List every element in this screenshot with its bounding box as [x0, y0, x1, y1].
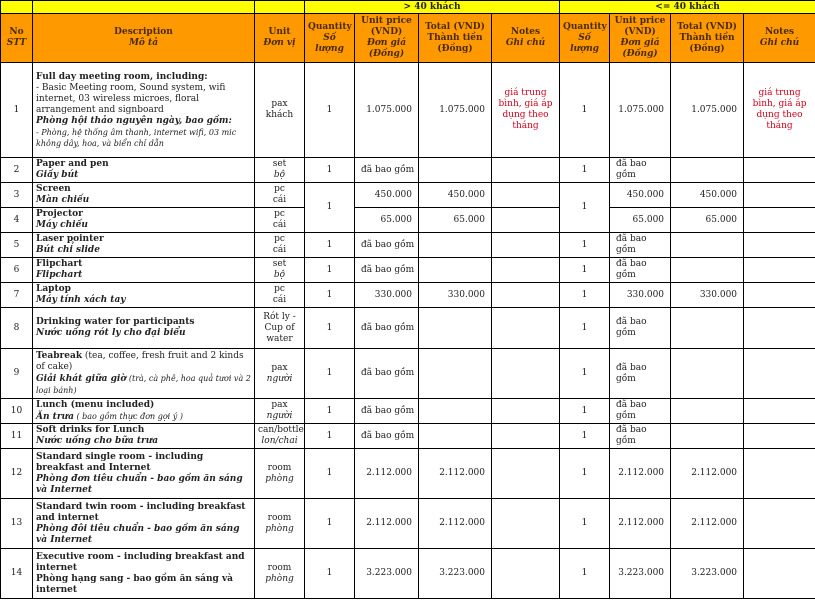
row-no: 13: [1, 499, 33, 549]
row-price-over40: 65.000: [355, 208, 419, 233]
row-no: 2: [1, 158, 33, 183]
row-price-over40: đã bao gồm: [355, 349, 419, 399]
row-price-under40: đã bao gồm: [610, 308, 671, 349]
row-unit: Rót ly - Cup of water: [255, 308, 305, 349]
header-notes: Notes Ghi chú: [744, 14, 815, 63]
row-no: 1: [1, 63, 33, 158]
row-qty-under40: 1: [560, 308, 610, 349]
row-price-over40: 2.112.000: [355, 449, 419, 499]
group-over-40: > 40 khách: [305, 1, 560, 14]
row-unit: pc cái: [255, 183, 305, 208]
row-qty-over40: 1: [305, 399, 355, 424]
row-note-over40: [492, 308, 560, 349]
row-total-over40: 330.000: [419, 283, 492, 308]
row-note-over40: [492, 183, 560, 208]
row-price-over40: đã bao gồm: [355, 308, 419, 349]
row-unit: can/bottle lon/chai: [255, 424, 305, 449]
row-price-over40: 330.000: [355, 283, 419, 308]
row-total-under40: [671, 258, 744, 283]
header-unit: Unit Đơn vị: [255, 14, 305, 63]
row-note-under40: [744, 233, 815, 258]
row-note-over40: [492, 349, 560, 399]
row-description: Standard twin room - including breakfast and internet Phòng đôi tiêu chuẩn - bao gồm ăn sáng và Internet: [33, 499, 255, 549]
row-qty-over40: 1: [305, 549, 355, 599]
table-row: [1, 308, 815, 349]
row-note-over40: [492, 424, 560, 449]
row-note-over40: [492, 258, 560, 283]
header-quantity: Quantity Số lượng: [305, 14, 355, 63]
row-unit: room phòng: [255, 549, 305, 599]
table-row: [1, 283, 815, 308]
row-total-over40: [419, 349, 492, 399]
row-note-over40: [492, 158, 560, 183]
table-row: [1, 449, 815, 499]
row-price-over40: đã bao gồm: [355, 424, 419, 449]
header-quantity: Quantity Số lượng: [560, 14, 610, 63]
row-qty-over40: 1: [305, 308, 355, 349]
row-price-under40: 330.000: [610, 283, 671, 308]
row-price-over40: 2.112.000: [355, 499, 419, 549]
row-qty-under40: 1: [560, 283, 610, 308]
row-note-under40: [744, 549, 815, 599]
row-qty-under40: 1: [560, 424, 610, 449]
header-unit-price: Unit price (VND) Đơn giá (Đồng): [610, 14, 671, 63]
row-description: Screen Màn chiếu: [33, 183, 255, 208]
row-price-over40: đã bao gồm: [355, 158, 419, 183]
row-total-over40: [419, 308, 492, 349]
row-qty-over40: 1: [305, 283, 355, 308]
row-price-over40: 1.075.000: [355, 63, 419, 158]
row-unit: pax khách: [255, 63, 305, 158]
row-price-under40: 1.075.000: [610, 63, 671, 158]
row-unit: set bộ: [255, 158, 305, 183]
header-no: No STT: [1, 14, 33, 63]
row-total-under40: [671, 308, 744, 349]
row-note-over40: [492, 283, 560, 308]
table-row: [1, 63, 815, 158]
row-qty-over40: 1: [305, 449, 355, 499]
table-row: [1, 233, 815, 258]
row-total-over40: [419, 424, 492, 449]
row-total-over40: 2.112.000: [419, 499, 492, 549]
table-row: [1, 183, 815, 208]
row-total-over40: [419, 158, 492, 183]
row-qty-under40: 1: [560, 349, 610, 399]
row-note-under40: [744, 208, 815, 233]
row-qty-over40: 1: [305, 158, 355, 183]
row-qty-over40: 1: [305, 424, 355, 449]
row-qty-under40: 1: [560, 399, 610, 424]
table-row: [1, 399, 815, 424]
header-notes: Notes Ghi chú: [492, 14, 560, 63]
row-note-over40: [492, 549, 560, 599]
row-total-under40: [671, 399, 744, 424]
row-qty-over40: 1: [305, 499, 355, 549]
row-note-under40: giá trung bình, giá áp dụng theo tháng: [744, 63, 815, 158]
row-no: 14: [1, 549, 33, 599]
row-note-under40: [744, 349, 815, 399]
row-unit: set bộ: [255, 258, 305, 283]
row-note-under40: [744, 183, 815, 208]
group-header-blank: [33, 1, 255, 14]
row-no: 10: [1, 399, 33, 424]
table-row: [1, 499, 815, 549]
row-qty-over40: 1: [305, 63, 355, 158]
row-unit: room phòng: [255, 449, 305, 499]
row-note-under40: [744, 399, 815, 424]
row-total-under40: [671, 233, 744, 258]
row-note-under40: [744, 449, 815, 499]
row-price-over40: đã bao gồm: [355, 399, 419, 424]
group-header-blank: [1, 1, 33, 14]
table-row: [1, 208, 815, 233]
row-description: Full day meeting room, including: - Basic Meeting room, Sound system, wifi internet, 03 wireless microes, floral arrangement and signboard Phòng hội thảo nguyên ngày, bao gồm: - Phòng, hệ thống âm thanh, internet wifi, 03 mic không dây, hoa, và biển chỉ dẫn: [33, 63, 255, 158]
row-no: 4: [1, 208, 33, 233]
row-price-over40: 3.223.000: [355, 549, 419, 599]
row-total-over40: [419, 399, 492, 424]
row-total-under40: [671, 158, 744, 183]
row-note-over40: [492, 208, 560, 233]
row-total-under40: 330.000: [671, 283, 744, 308]
row-total-over40: 2.112.000: [419, 449, 492, 499]
row-qty-over40: 1: [305, 183, 355, 233]
row-note-under40: [744, 499, 815, 549]
table-row: [1, 158, 815, 183]
row-description: Lunch (menu included) Ăn trưa ( bao gồm thực đơn gợi ý ): [33, 399, 255, 424]
row-no: 5: [1, 233, 33, 258]
row-qty-under40: 1: [560, 63, 610, 158]
table-row: [1, 258, 815, 283]
row-description: Drinking water for participants Nước uống rót ly cho đại biểu: [33, 308, 255, 349]
row-total-over40: 450.000: [419, 183, 492, 208]
row-price-under40: 3.223.000: [610, 549, 671, 599]
header-description: Description Mô tả: [33, 14, 255, 63]
row-note-under40: [744, 283, 815, 308]
header-total: Total (VND) Thành tiền (Đồng): [671, 14, 744, 63]
row-note-over40: [492, 499, 560, 549]
row-description: Paper and pen Giấy bút: [33, 158, 255, 183]
row-total-under40: 65.000: [671, 208, 744, 233]
row-price-under40: đã bao gồm: [610, 424, 671, 449]
row-description: Soft drinks for Lunch Nước uống cho bữa trưa: [33, 424, 255, 449]
row-qty-under40: 1: [560, 258, 610, 283]
row-qty-over40: 1: [305, 258, 355, 283]
row-description: Laser pointer Bút chỉ slide: [33, 233, 255, 258]
row-price-under40: đã bao gồm: [610, 399, 671, 424]
row-qty-under40: 1: [560, 233, 610, 258]
row-unit: pax người: [255, 349, 305, 399]
header-total: Total (VND) Thành tiền (Đồng): [419, 14, 492, 63]
row-note-over40: [492, 449, 560, 499]
row-total-over40: [419, 233, 492, 258]
row-note-over40: [492, 233, 560, 258]
row-unit: pax người: [255, 399, 305, 424]
row-total-under40: 1.075.000: [671, 63, 744, 158]
row-no: 3: [1, 183, 33, 208]
row-description: Standard single room - including breakfast and Internet Phòng đơn tiêu chuẩn - bao gồm ăn sáng và Internet: [33, 449, 255, 499]
row-total-over40: 1.075.000: [419, 63, 492, 158]
row-price-under40: 2.112.000: [610, 449, 671, 499]
row-price-under40: 65.000: [610, 208, 671, 233]
row-note-under40: [744, 158, 815, 183]
row-price-under40: 450.000: [610, 183, 671, 208]
row-note-under40: [744, 308, 815, 349]
row-unit: pc cái: [255, 283, 305, 308]
row-description: Executive room - including breakfast and internet Phòng hạng sang - bao gồm ăn sáng và internet: [33, 549, 255, 599]
row-total-over40: [419, 258, 492, 283]
row-note-over40: giá trung bình, giá áp dụng theo tháng: [492, 63, 560, 158]
row-no: 6: [1, 258, 33, 283]
table-row: [1, 424, 815, 449]
row-qty-over40: 1: [305, 349, 355, 399]
table-row: [1, 549, 815, 599]
row-total-under40: 2.112.000: [671, 449, 744, 499]
row-qty-under40: 1: [560, 183, 610, 233]
table-row: [1, 349, 815, 399]
row-no: 11: [1, 424, 33, 449]
row-qty-under40: 1: [560, 449, 610, 499]
row-no: 9: [1, 349, 33, 399]
row-total-over40: 65.000: [419, 208, 492, 233]
row-note-under40: [744, 424, 815, 449]
row-unit: room phòng: [255, 499, 305, 549]
row-price-under40: đã bao gồm: [610, 233, 671, 258]
column-header-row: [1, 14, 815, 63]
row-price-under40: đã bao gồm: [610, 258, 671, 283]
header-unit-price: Unit price (VND) Đơn giá (Đồng): [355, 14, 419, 63]
row-price-over40: 450.000: [355, 183, 419, 208]
row-total-over40: 3.223.000: [419, 549, 492, 599]
row-total-under40: 2.112.000: [671, 499, 744, 549]
row-qty-over40: 1: [305, 233, 355, 258]
row-price-under40: đã bao gồm: [610, 349, 671, 399]
row-price-under40: đã bao gồm: [610, 158, 671, 183]
group-header-blank: [255, 1, 305, 14]
row-description: Laptop Máy tính xách tay: [33, 283, 255, 308]
row-description: Projector Máy chiếu: [33, 208, 255, 233]
group-header-row: [1, 1, 815, 14]
row-price-under40: 2.112.000: [610, 499, 671, 549]
row-total-under40: [671, 349, 744, 399]
row-description: Teabreak (tea, coffee, fresh fruit and 2 kinds of cake) Giải khát giữa giờ (trà, cà phê, hoa quả tươi và 2 loại bánh): [33, 349, 255, 399]
row-qty-under40: 1: [560, 158, 610, 183]
group-under-40: <= 40 khách: [560, 1, 815, 14]
row-note-over40: [492, 399, 560, 424]
row-total-under40: 450.000: [671, 183, 744, 208]
row-qty-under40: 1: [560, 499, 610, 549]
row-description: Flipchart Flipchart: [33, 258, 255, 283]
row-price-over40: đã bao gồm: [355, 233, 419, 258]
row-no: 8: [1, 308, 33, 349]
row-note-under40: [744, 258, 815, 283]
row-no: 12: [1, 449, 33, 499]
row-unit: pc cái: [255, 208, 305, 233]
row-price-over40: đã bao gồm: [355, 258, 419, 283]
row-qty-under40: 1: [560, 549, 610, 599]
row-unit: pc cái: [255, 233, 305, 258]
row-total-under40: [671, 424, 744, 449]
row-total-under40: 3.223.000: [671, 549, 744, 599]
row-no: 7: [1, 283, 33, 308]
